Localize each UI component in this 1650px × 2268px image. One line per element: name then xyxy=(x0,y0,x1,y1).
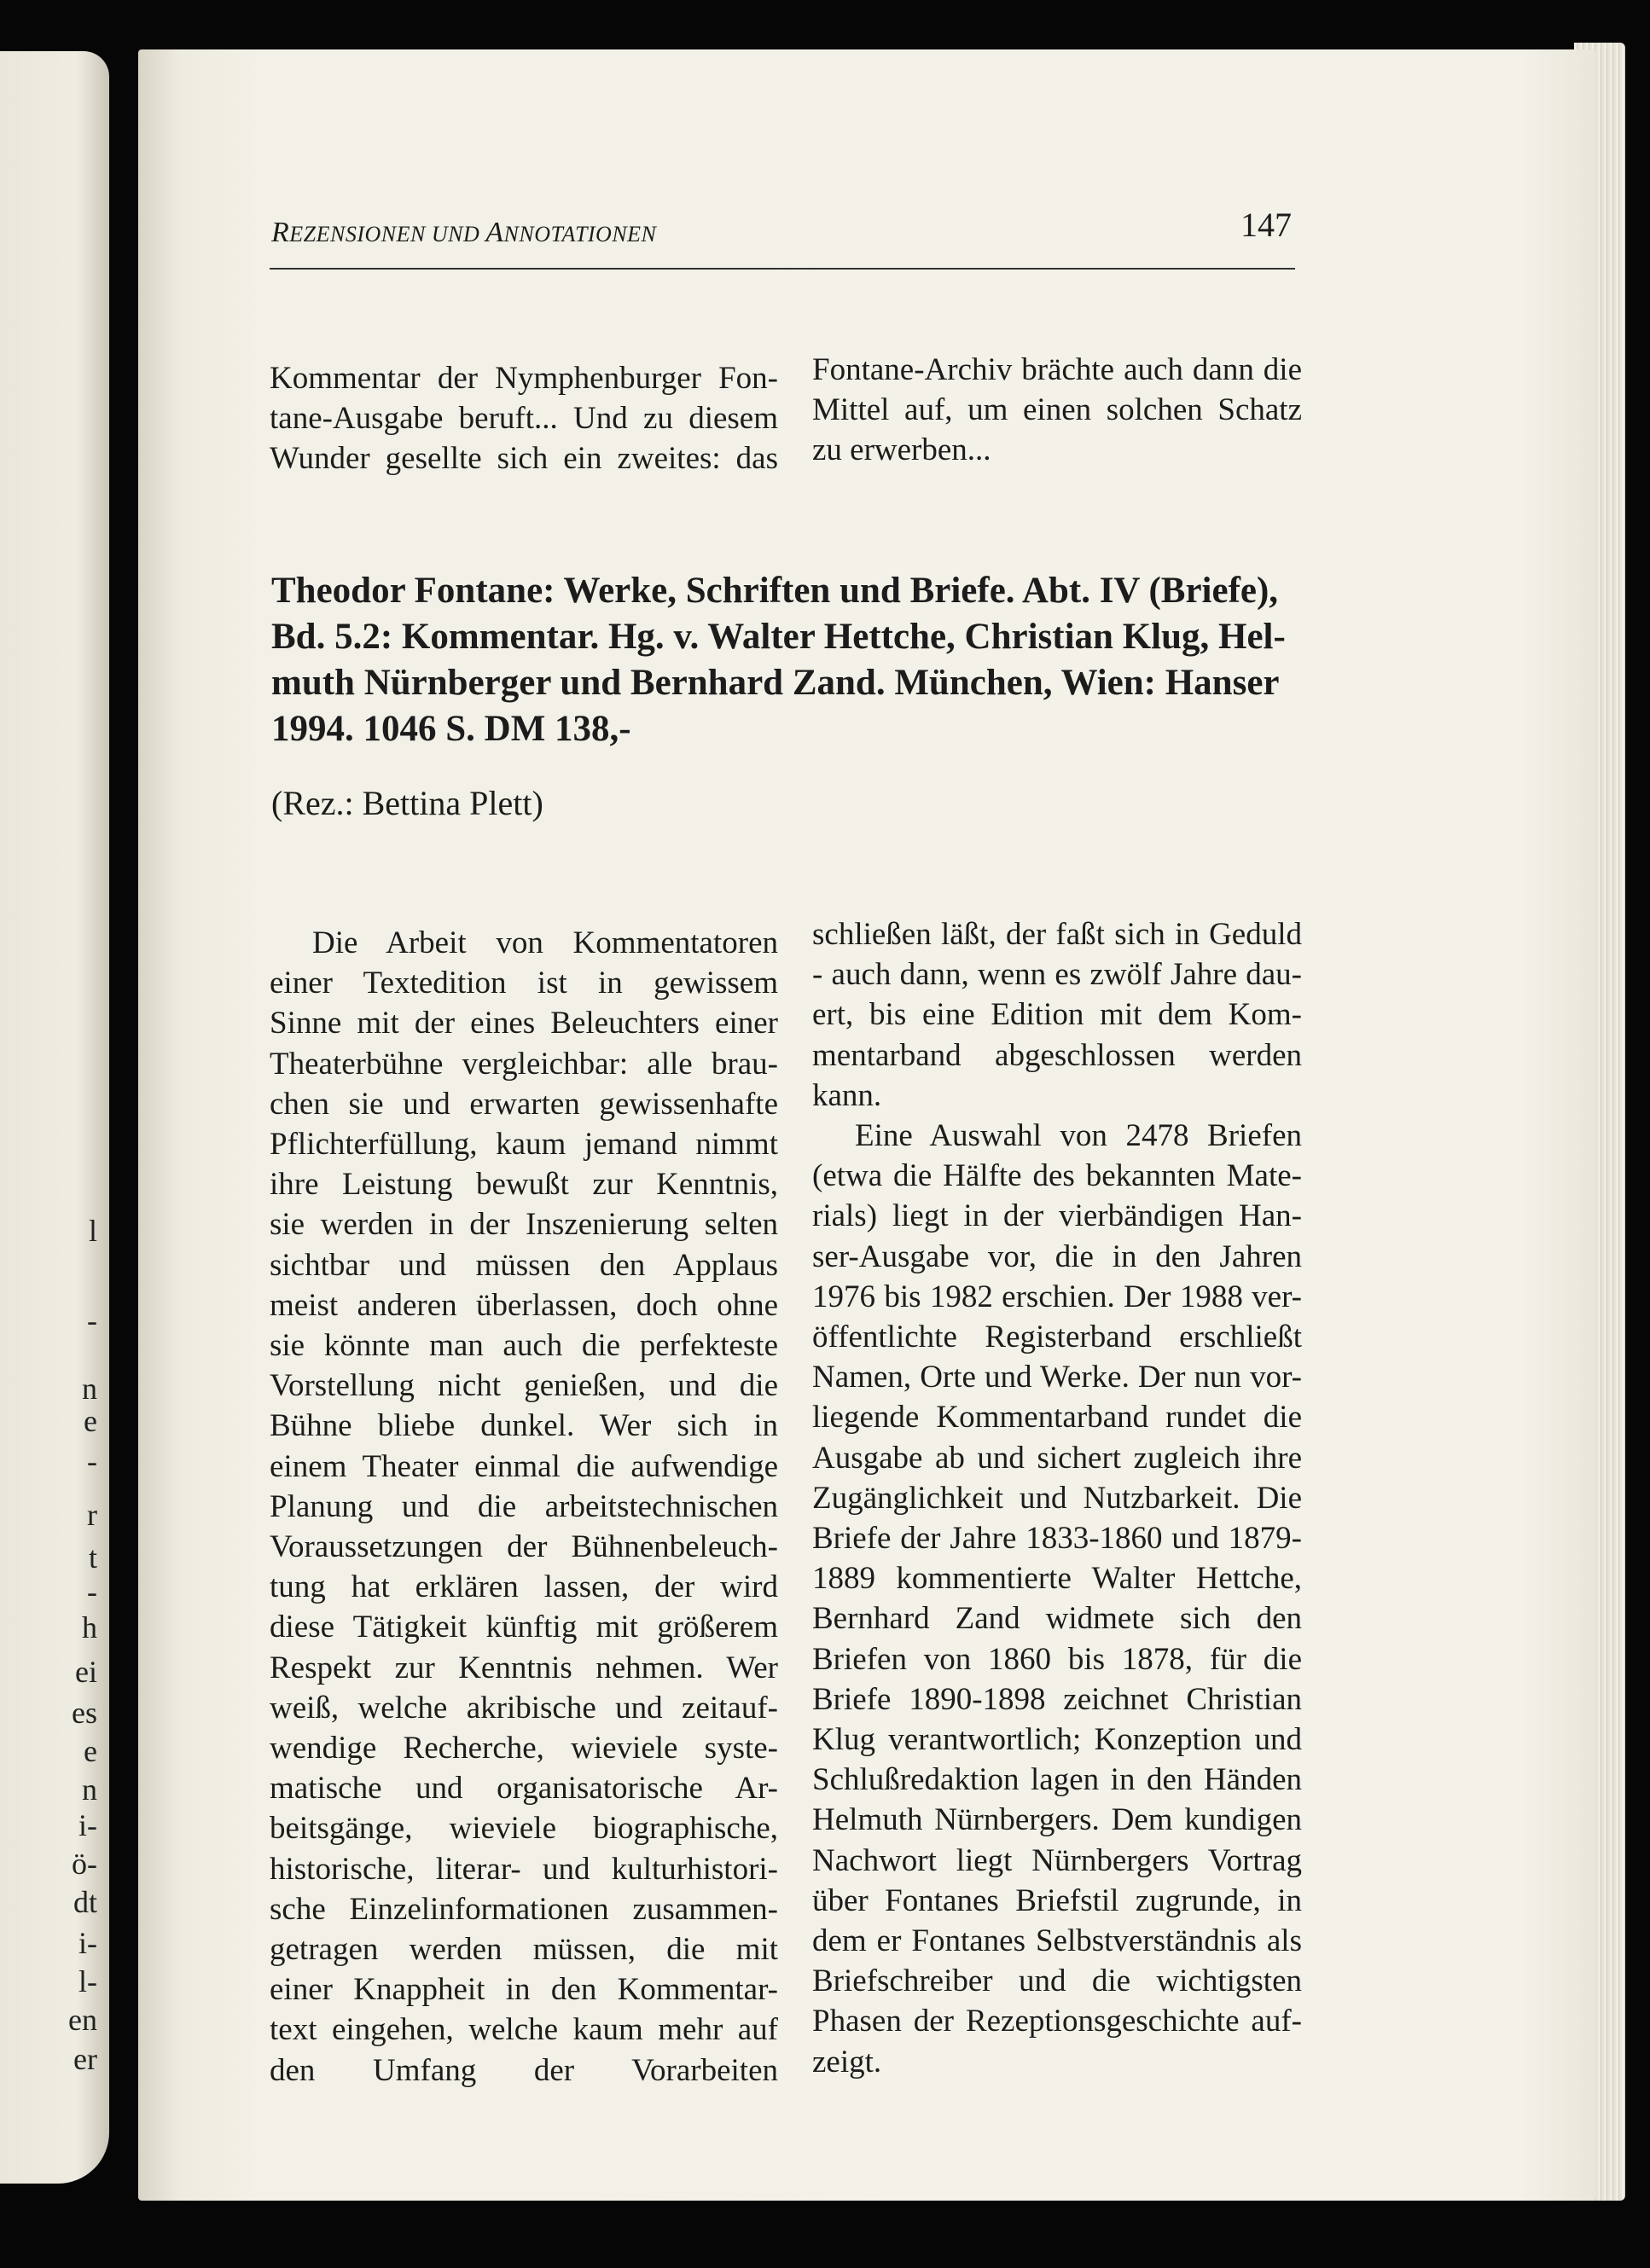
previous-page-text-fragment: - xyxy=(87,1444,97,1478)
text-line: sie werden in der Inszenierung selten xyxy=(270,1207,778,1243)
text-line: Eine Auswahl von 2478 Briefen xyxy=(855,1118,1302,1154)
heading-line: Theodor Fontane: Werke, Schriften und Briefe. Abt. IV (Briefe), xyxy=(271,571,1279,611)
heading-line: muth Nürnberger und Bernhard Zand. München, Wien: Hanser xyxy=(271,663,1280,703)
text-line: sichtbar und müssen den Applaus xyxy=(270,1247,778,1283)
heading-line: 1994. 1046 S. DM 138,- xyxy=(271,709,631,749)
text-line: Theaterbühne vergleichbar: alle brau- xyxy=(270,1046,778,1082)
text-line: einem Theater einmal die aufwendige xyxy=(270,1448,778,1484)
previous-page-text-fragment: es xyxy=(72,1696,97,1730)
text-line: Vorstellung nicht genießen, und die xyxy=(270,1368,778,1404)
text-line: diese Tätigkeit künftig mit größerem xyxy=(270,1610,778,1645)
previous-page-text-fragment: l- xyxy=(78,1964,97,1998)
previous-page-edge xyxy=(0,51,109,2184)
text-line: Fontane-Archiv brächte auch dann die xyxy=(812,352,1302,387)
text-line: Mittel auf, um einen solchen Schatz xyxy=(812,392,1302,428)
previous-page-text-fragment: t xyxy=(88,1540,97,1575)
text-line: getragen werden müssen, die mit xyxy=(270,1932,778,1968)
text-line: beitsgänge, wieviele biographische, xyxy=(270,1811,778,1847)
text-line: weiß, welche akribische und zeitauf- xyxy=(270,1690,778,1726)
review-heading xyxy=(271,568,1305,752)
text-line: text eingehen, welche kaum mehr auf xyxy=(270,2012,778,2048)
text-line: Respekt zur Kenntnis nehmen. Wer xyxy=(270,1650,778,1685)
text-line: Phasen der Rezeptionsgeschichte auf- xyxy=(812,2004,1302,2039)
text-line: tung hat erklären lassen, der wird xyxy=(270,1569,778,1605)
text-line: chen sie und erwarten gewissenhafte xyxy=(270,1086,778,1122)
text-line: 1976 bis 1982 erschien. Der 1988 ver- xyxy=(812,1279,1302,1314)
previous-page-text-fragment: ö- xyxy=(72,1847,97,1881)
book-page xyxy=(138,49,1595,2201)
text-line: Bernhard Zand widmete sich den xyxy=(812,1601,1302,1637)
text-line: historische, literar- und kulturhistori- xyxy=(270,1851,778,1887)
text-line: ser-Ausgabe vor, die in den Jahren xyxy=(812,1238,1302,1274)
text-line: sche Einzelinformationen zusammen- xyxy=(270,1891,778,1927)
text-line: ert, bis eine Edition mit dem Kom- xyxy=(812,997,1302,1033)
text-line: meist anderen überlassen, doch ohne xyxy=(270,1287,778,1323)
text-line: Klug verantwortlich; Konzeption und xyxy=(812,1722,1302,1758)
text-line: zeigt. xyxy=(812,2044,882,2079)
previous-page-text-fragment: ei xyxy=(75,1655,97,1689)
text-line: 1889 kommentierte Walter Hettche, xyxy=(812,1561,1302,1597)
text-line: Briefe 1890-1898 zeichnet Christian xyxy=(812,1681,1302,1717)
top-left-column xyxy=(270,358,778,479)
text-line: Voraussetzungen der Bühnenbeleuch- xyxy=(270,1529,778,1565)
previous-page-text-fragment: e xyxy=(84,1404,97,1438)
text-line: Bühne bliebe dunkel. Wer sich in xyxy=(270,1408,778,1444)
text-line: einer Textedition ist in gewissem xyxy=(270,966,778,1001)
previous-page-text-fragment: er xyxy=(73,2042,97,2076)
text-line: Pflichterfüllung, kaum jemand nimmt xyxy=(270,1127,778,1163)
text-line: einer Knappheit in den Kommentar- xyxy=(270,1972,778,2008)
previous-page-text-fragment: - xyxy=(87,1303,97,1337)
heading-line: Bd. 5.2: Kommentar. Hg. v. Walter Hettche, Christian Klug, Hel- xyxy=(271,617,1286,657)
text-line: Planung und die arbeitstechnischen xyxy=(270,1488,778,1524)
text-line: Briefschreiber und die wichtigsten xyxy=(812,1963,1302,1999)
text-line: ihre Leistung bewußt zur Kenntnis, xyxy=(270,1167,778,1203)
previous-page-text-fragment: - xyxy=(87,1575,97,1609)
text-line: über Fontanes Briefstil zugrunde, in xyxy=(812,1882,1302,1918)
text-line: sie könnte man auch die perfekteste xyxy=(270,1328,778,1364)
text-line: Die Arbeit von Kommentatoren xyxy=(312,925,778,960)
text-line: Zugänglichkeit und Nutzbarkeit. Die xyxy=(812,1480,1302,1516)
top-right-column xyxy=(812,350,1302,471)
previous-page-text-fragment: n xyxy=(82,1772,97,1807)
text-line: mentarband abgeschlossen werden xyxy=(812,1037,1302,1073)
text-line: Briefen von 1860 bis 1878, für die xyxy=(812,1641,1302,1677)
text-line: matische und organisatorische Ar- xyxy=(270,1771,778,1807)
text-line: Briefe der Jahre 1833-1860 und 1879- xyxy=(812,1521,1302,1557)
previous-page-text-fragment: r xyxy=(87,1498,97,1532)
previous-page-text-fragment: e xyxy=(84,1734,97,1768)
text-line: wendige Recherche, wieviele syste- xyxy=(270,1731,778,1766)
paragraph xyxy=(812,1116,1302,2082)
text-line: Ausgabe ab und sichert zugleich ihre xyxy=(812,1440,1302,1476)
previous-page-text-fragment: l xyxy=(88,1214,97,1248)
text-line: - auch dann, wenn es zwölf Jahre dau- xyxy=(812,957,1302,993)
text-line: tane-Ausgabe beruft... Und zu diesem xyxy=(270,401,778,437)
previous-page-text-fragment: i- xyxy=(78,1808,97,1842)
text-line: (etwa die Hälfte des bekannten Mate- xyxy=(812,1158,1302,1194)
text-line: dem er Fontanes Selbstverständnis als xyxy=(812,1923,1302,1959)
text-line: Kommentar der Nymphenburger Fon- xyxy=(270,361,778,396)
text-line: den Umfang der Vorarbeiten xyxy=(270,2052,778,2088)
body-left-column xyxy=(270,923,778,2091)
header-rule xyxy=(270,268,1295,270)
text-line: Sinne mit der eines Beleuchters einer xyxy=(270,1006,778,1041)
running-head: REZENSIONEN UND ANNOTATIONEN xyxy=(271,217,657,248)
text-line: Nachwort liegt Nürnbergers Vortrag xyxy=(812,1842,1302,1878)
previous-page-text-fragment: h xyxy=(82,1610,97,1644)
text-line: zu erwerben... xyxy=(812,432,991,468)
text-line: liegende Kommentarband rundet die xyxy=(812,1400,1302,1436)
reviewer-credit: (Rez.: Bettina Plett) xyxy=(271,784,543,822)
previous-page-text-fragment: dt xyxy=(73,1885,97,1919)
text-line: kann. xyxy=(812,1077,882,1113)
text-line: Helmuth Nürnbergers. Dem kundigen xyxy=(812,1802,1302,1838)
text-line: Namen, Orte und Werke. Der nun vor- xyxy=(812,1360,1302,1395)
body-right-column xyxy=(812,914,1302,2082)
previous-page-text-fragment: en xyxy=(68,2003,97,2037)
previous-page-text-fragment: i- xyxy=(78,1926,97,1960)
previous-page-text-fragment: n xyxy=(82,1372,97,1406)
text-line: Schlußredaktion lagen in den Händen xyxy=(812,1762,1302,1798)
text-line: schließen läßt, der faßt sich in Geduld xyxy=(812,917,1302,952)
page-number: 147 xyxy=(1240,206,1292,244)
text-line: Wunder gesellte sich ein zweites: das xyxy=(270,441,778,477)
text-line: rials) liegt in der vierbändigen Han- xyxy=(812,1198,1302,1234)
text-line: öffentlichte Registerband erschließt xyxy=(812,1320,1302,1355)
